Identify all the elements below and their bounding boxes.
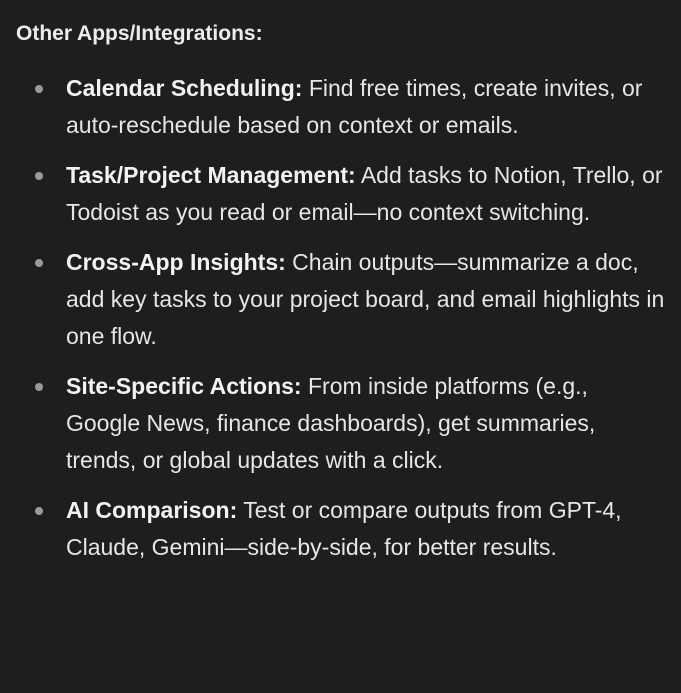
item-label: Calendar Scheduling:: [66, 75, 303, 101]
list-item-site-specific-actions: [16, 368, 666, 479]
item-label: Site-Specific Actions:: [66, 373, 302, 399]
list-item-calendar-scheduling: [16, 70, 666, 144]
item-description: Test or compare outputs from GPT-4, Claude, Gemini—side-by-side, for better results.: [66, 497, 622, 560]
list-item-task-project-management: [16, 157, 666, 231]
bullet-icon: [35, 259, 43, 267]
list-item-cross-app-insights: [16, 244, 666, 355]
bullet-icon: [35, 172, 43, 180]
item-description: From inside platforms (e.g., Google News, finance dashboards), get summaries, trends, or global updates with a click.: [66, 373, 596, 473]
section-heading: Other Apps/Integrations:: [16, 22, 263, 45]
bullet-icon: [35, 85, 43, 93]
item-label: Cross-App Insights:: [66, 249, 286, 275]
item-description: Chain outputs—summarize a doc, add key tasks to your project board, and email highlights in one flow.: [66, 249, 665, 349]
item-description: Add tasks to Notion, Trello, or Todoist as you read or email—no context switching.: [66, 162, 663, 225]
item-description: Find free times, create invites, or auto-reschedule based on context or emails.: [66, 75, 643, 138]
item-label: AI Comparison:: [66, 497, 238, 523]
list-item-ai-comparison: [16, 492, 666, 566]
item-label: Task/Project Management:: [66, 162, 356, 188]
bullet-icon: [35, 383, 43, 391]
bullet-icon: [35, 507, 43, 515]
feature-list: [16, 70, 665, 566]
